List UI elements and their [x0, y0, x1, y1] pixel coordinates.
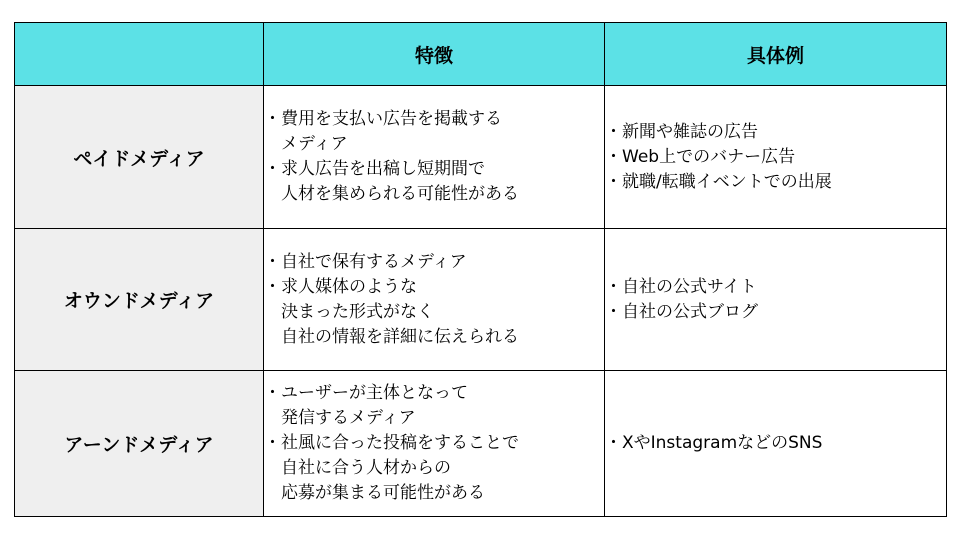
header-example-cell: 具体例 [605, 23, 947, 86]
row-label-owned-media: オウンドメディア [15, 229, 264, 371]
feature-line: 自社の情報を詳細に伝えられる [264, 326, 519, 347]
examples-cell-earned-media [605, 371, 947, 517]
table-row-paid-media [15, 86, 947, 229]
feature-line: ・社風に合った投稿をすることで [264, 433, 519, 453]
features-cell-owned-media [264, 229, 605, 371]
features-cell-paid-media [264, 86, 605, 229]
row-label-paid-media: ペイドメディア [15, 86, 264, 229]
feature-line: ・費用を支払い広告を掲載する [264, 109, 502, 129]
features-cell-earned-media [264, 371, 605, 517]
header-feature-cell: 特徴 [264, 23, 605, 86]
feature-line: 人材を集められる可能性がある [264, 184, 519, 204]
feature-line: メディア [264, 134, 348, 154]
feature-line: 発信するメディア [264, 408, 416, 428]
row-label-earned-media: アーンドメディア [15, 371, 264, 517]
table-row-owned-media [15, 229, 947, 371]
feature-line: 応募が集まる可能性がある [264, 483, 485, 503]
feature-line: ・ユーザーが主体となって [264, 383, 468, 403]
table-header-row [15, 23, 947, 86]
feature-line: 決まった形式がなく [264, 301, 434, 322]
media-comparison-table [14, 22, 947, 517]
header-empty-cell [15, 23, 264, 86]
example-line: ・就職/転職イベントでの出展 [605, 171, 832, 192]
examples-cell-owned-media [605, 229, 947, 371]
example-line: ・Web上でのバナー広告 [605, 146, 796, 167]
feature-line: ・求人媒体のような [264, 276, 417, 297]
example-line: ・自社の公式ブログ [605, 301, 758, 322]
feature-line: ・自社で保有するメディア [264, 251, 467, 272]
feature-line: 自社に合う人材からの [264, 458, 451, 478]
feature-line: ・求人広告を出稿し短期間で [264, 159, 485, 179]
example-line: ・XやInstagramなどのSNS [605, 433, 823, 453]
example-line: ・新聞や雑誌の広告 [605, 121, 758, 142]
example-line: ・自社の公式サイト [605, 276, 757, 297]
table-row-earned-media [15, 371, 947, 517]
examples-cell-paid-media [605, 86, 947, 229]
